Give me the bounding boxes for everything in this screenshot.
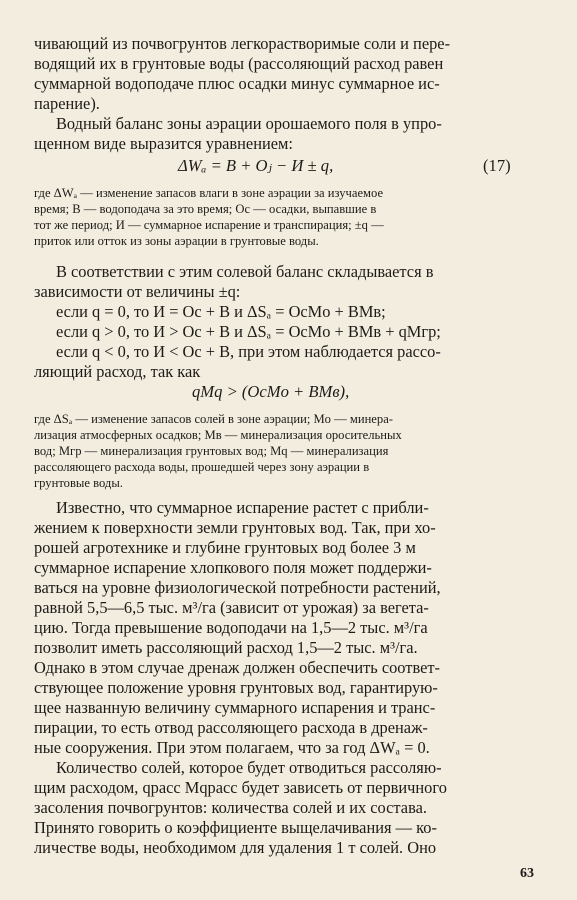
text-line: щее названную величину суммарного испарения и транс- <box>34 698 436 717</box>
footnote-line: вод; Mгр — минерализация грунтовых вод; Mq — минерализация <box>34 444 389 458</box>
equation-number: (17) <box>483 156 511 175</box>
text-line: Известно, что суммарное испарение растет с прибли- <box>56 498 429 517</box>
text-line: ные сооружения. При этом полагаем, что за год ΔWₐ = 0. <box>34 738 430 757</box>
text-line: личестве воды, необходимом для удаления 1 т солей. Оно <box>34 838 437 857</box>
page-number: 63 <box>520 866 534 881</box>
text-line: ствующее положение уровня грунтовых вод, гарантирую- <box>34 678 438 697</box>
text-line: цию. Тогда превышение водоподачи на 1,5—2 тыс. м³/га <box>34 618 428 637</box>
condition-line: если q < 0, то И < Oc + B, при этом наблюдается рассо- <box>56 342 441 361</box>
text-line: Водный баланс зоны аэрации орошаемого поля в упро- <box>56 114 442 133</box>
footnote-line: рассоляющего расхода воды, прошедшей через зону аэрации в <box>34 460 370 474</box>
text-line: рошей агротехнике и глубине грунтовых вод более 3 м <box>34 538 416 557</box>
text-line: суммарной водоподаче плюс осадки минус суммарное ис- <box>34 74 440 93</box>
footnote-line: где ΔWₐ — изменение запасов влаги в зоне аэрации за изучаемое <box>34 186 384 200</box>
text-line: Принято говорить о коэффициенте выщелачивания — ко- <box>34 818 437 837</box>
footnote-line: грунтовые воды. <box>34 476 123 490</box>
equation-17: ΔWₐ = B + Oⱼ − И ± q, <box>178 156 334 175</box>
text-line: зависимости от величины ±q: <box>34 282 241 301</box>
footnote-line: где ΔSₐ — изменение запасов солей в зоне аэрации; Mo — минера- <box>34 412 393 426</box>
text-line: В соответствии с этим солевой баланс складывается в <box>56 262 434 281</box>
text-line: засоления почвогрунтов: количества солей и их состава. <box>34 798 427 817</box>
condition-line: если q = 0, то И = Oc + B и ΔSₐ = OcMo + BMв; <box>56 302 386 321</box>
text-line: чивающий из почвогрунтов легкорастворимые соли и пере- <box>34 34 451 53</box>
text-line: парение). <box>34 94 100 113</box>
text-line: щим расходом, qрасс Mqрасс будет зависеть от первичного <box>34 778 447 797</box>
text-line: водящий их в грунтовые воды (рассоляющий расход равен <box>34 54 444 73</box>
text-line: жением к поверхности земли грунтовых вод. Так, при хо- <box>34 518 436 537</box>
text-line: Количество солей, которое будет отводиться рассоляю- <box>56 758 442 777</box>
condition-line: если q > 0, то И > Oc + B и ΔSₐ = OcMo + BMв + qMгр; <box>56 322 441 341</box>
text-line: пирации, то есть отвод рассоляющего расхода в дренаж- <box>34 718 428 737</box>
text-line: Однако в этом случае дренаж должен обеспечить соответ- <box>34 658 440 677</box>
text-line: равной 5,5—6,5 тыс. м³/га (зависит от урожая) за вегета- <box>34 598 429 617</box>
text-line: ляющий расход, так как <box>34 362 201 381</box>
footnote-line: время; B — водоподача за это время; Oc — осадки, выпавшие в <box>34 202 377 216</box>
text-line: позволит иметь рассоляющий расход 1,5—2 тыс. м³/га. <box>34 638 418 657</box>
text-line: суммарное испарение хлопкового поля может поддержи- <box>34 558 432 577</box>
text-line: ваться на уровне физиологической потребности растений, <box>34 578 441 597</box>
equation-qmq: qMq > (OcMo + BMв), <box>192 382 350 401</box>
text-line: щенном виде выразится уравнением: <box>34 134 293 153</box>
footnote-line: приток или отток из зоны аэрации в грунтовые воды. <box>34 234 319 248</box>
footnote-line: тот же период; И — суммарное испарение и транспирация; ±q — <box>34 218 384 232</box>
footnote-line: лизация атмосферных осадков; Mв — минерализация оросительных <box>34 428 402 442</box>
